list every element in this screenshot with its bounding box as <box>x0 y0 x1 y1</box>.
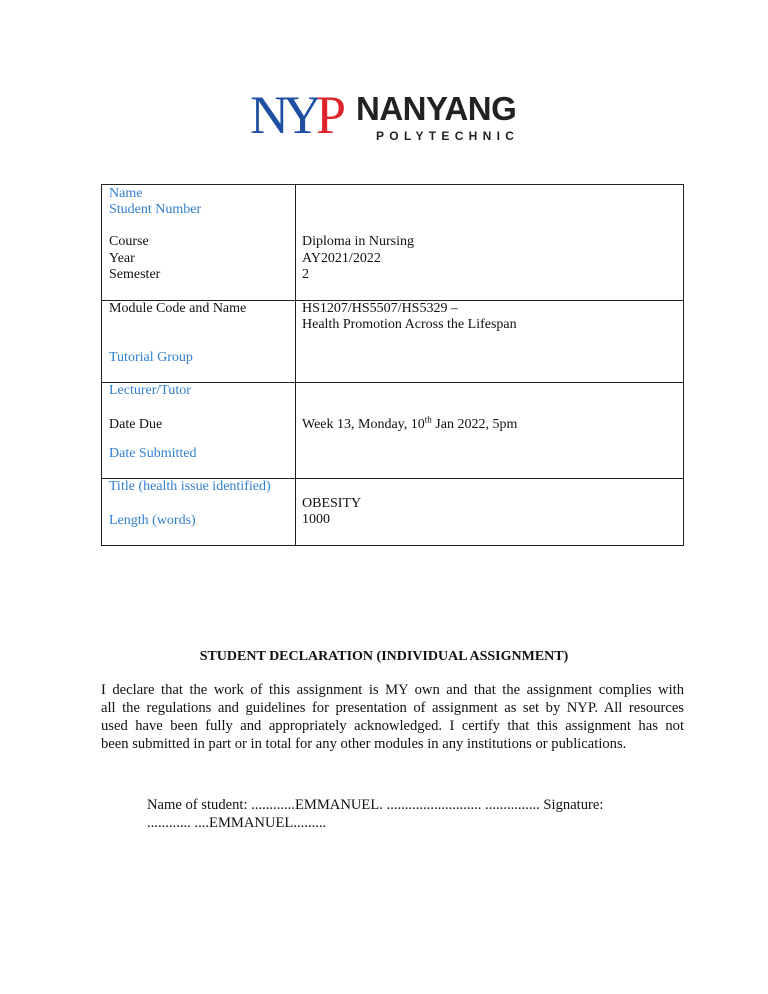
year-value: AY2021/2022 <box>302 251 381 266</box>
declaration-line: all the regulations and guidelines for presentation of assignment as set by NYP. All resources <box>101 700 684 716</box>
declaration-heading: STUDENT DECLARATION (INDIVIDUAL ASSIGNMENT) <box>199 649 569 664</box>
tutorial-group-label: Tutorial Group <box>109 350 193 365</box>
date-due-text: Week 13, Monday, 10 <box>302 417 425 432</box>
date-due-label: Date Due <box>109 417 163 432</box>
date-submitted-label: Date Submitted <box>109 446 197 461</box>
date-due-value <box>302 414 518 433</box>
student-number-label: Student Number <box>109 202 202 217</box>
course-value: Diploma in Nursing <box>302 234 414 249</box>
declaration-line: I declare that the work of this assignment is MY own and that the assignment complies with <box>101 682 684 698</box>
length-label: Length (words) <box>109 513 196 528</box>
title-value: OBESITY <box>302 496 362 511</box>
title-label: Title (health issue identified) <box>109 479 271 494</box>
course-label: Course <box>109 234 149 249</box>
student-name-signature-line: Name of student: ............EMMANUEL. .......................... ............... Signature: <box>147 797 604 813</box>
year-label: Year <box>109 251 135 266</box>
semester-value: 2 <box>302 267 309 282</box>
signature-value-line: ............ ....EMMANUEL......... <box>147 815 327 831</box>
nyp-logo: NYP NANYANG POLYTECHNIC <box>250 85 520 145</box>
column-divider <box>295 185 296 545</box>
lecturer-label: Lecturer/Tutor <box>109 383 191 398</box>
length-value: 1000 <box>302 512 330 527</box>
declaration-line: been submitted in part or in total for any other modules in any institutions or publications. <box>101 736 627 752</box>
name-label: Name <box>109 186 143 201</box>
date-due-text-end: Jan 2022, 5pm <box>431 417 518 432</box>
module-name: Health Promotion Across the Lifespan <box>302 317 517 332</box>
module-code: HS1207/HS5507/HS5329 – <box>302 301 458 316</box>
semester-label: Semester <box>109 267 161 282</box>
module-label: Module Code and Name <box>109 301 247 316</box>
declaration-line: used have been fully and appropriately acknowledged. I certify that this assignment has not <box>101 718 684 734</box>
date-due-suffix: th <box>424 414 432 425</box>
